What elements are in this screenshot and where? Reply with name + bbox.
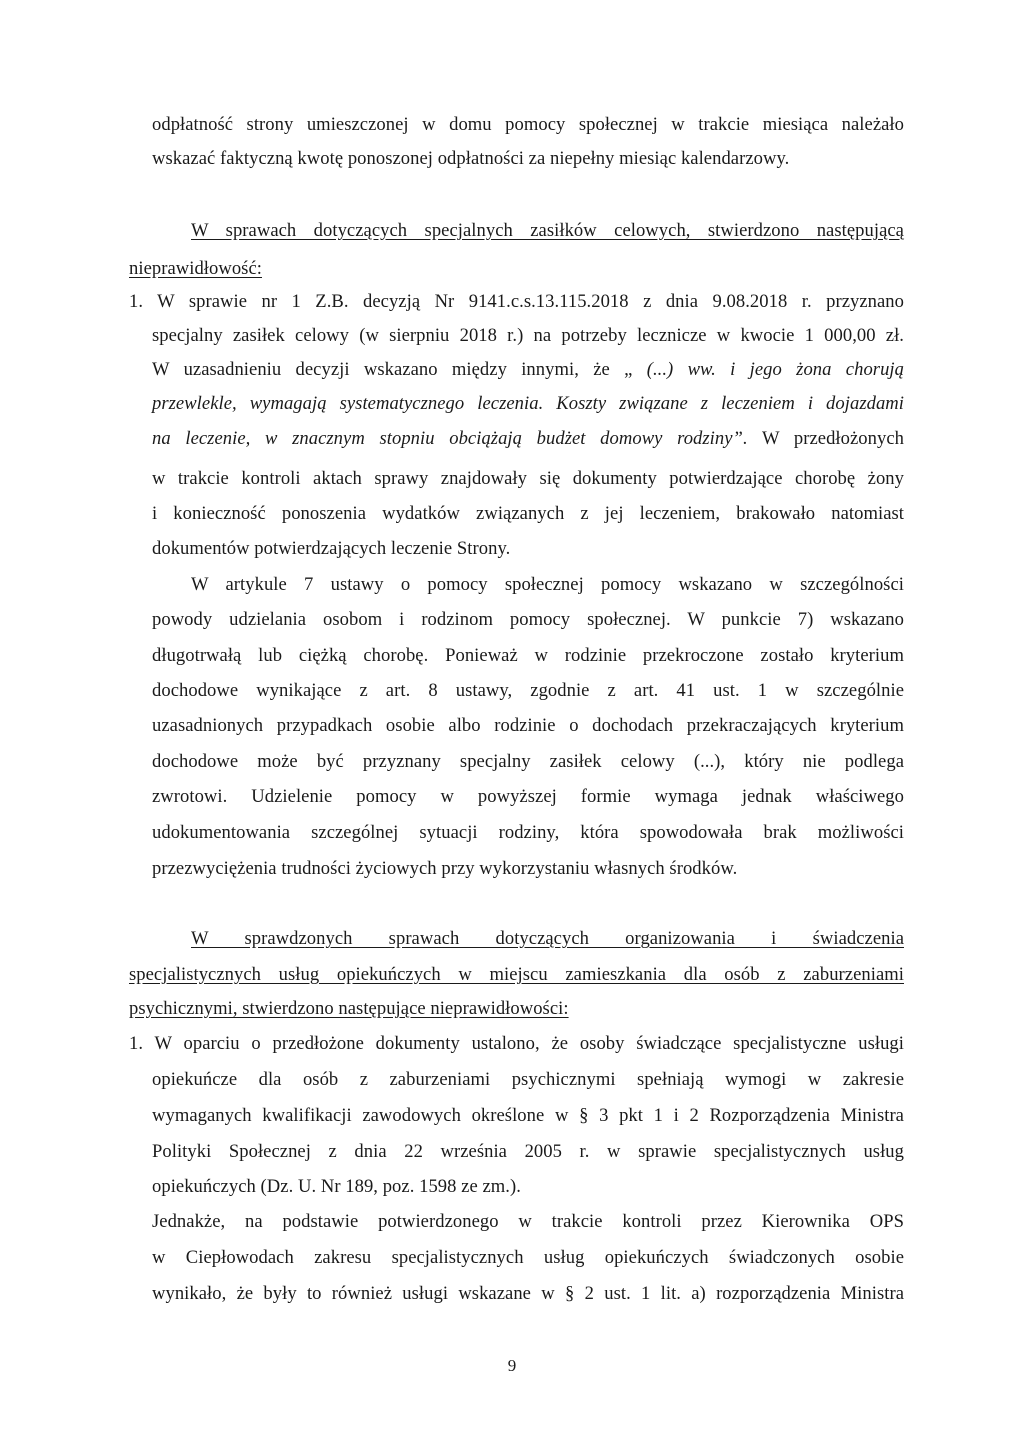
section-heading: specjalistycznych usług opiekuńczych w miejscu zamieszkania dla osób z zaburzeniami bbox=[129, 964, 904, 985]
quoted-text: na leczenie, w znacznym stopniu obciążają budżet domowy rodziny”. bbox=[152, 428, 748, 449]
paragraph-line: wymaganych kwalifikacji zawodowych określone w § 3 pkt 1 i 2 Rozporządzenia Ministra bbox=[152, 1105, 904, 1126]
list-item: 1. W oparciu o przedłożone dokumenty ustalono, że osoby świadczące specjalistyczne usługi bbox=[129, 1033, 904, 1054]
paragraph-line: i konieczność ponoszenia wydatków związanych z jej leczeniem, brakowało natomiast bbox=[152, 503, 904, 524]
paragraph-line: w trakcie kontroli aktach sprawy znajdowały się dokumenty potwierdzające chorobę żony bbox=[152, 468, 904, 489]
section-heading: psychicznymi, stwierdzono następujące nieprawidłowości: bbox=[129, 998, 569, 1019]
paragraph-line: specjalny zasiłek celowy (w sierpniu 2018 r.) na potrzeby lecznicze w kwocie 1 000,00 zł. bbox=[152, 325, 904, 346]
paragraph-line: W artykule 7 ustawy o pomocy społecznej pomocy wskazano w szczególności bbox=[191, 574, 904, 595]
paragraph-line: wynikało, że były to również usługi wskazane w § 2 ust. 1 lit. a) rozporządzenia Ministra bbox=[152, 1283, 904, 1304]
quoted-text: (...) ww. i jego żona chorują bbox=[646, 359, 904, 380]
paragraph-line: opiekuńczych (Dz. U. Nr 189, poz. 1598 ze zm.). bbox=[152, 1176, 521, 1197]
paragraph-line: dochodowe wynikające z art. 8 ustawy, zgodnie z art. 41 ust. 1 w szczególnie bbox=[152, 680, 904, 701]
page-number: 9 bbox=[507, 1356, 517, 1375]
paragraph-line: uzasadnionych przypadkach osobie albo rodzinie o dochodach przekraczających kryterium bbox=[152, 715, 904, 736]
paragraph-line: powody udzielania osobom i rodzinom pomocy społecznej. W punkcie 7) wskazano bbox=[152, 609, 904, 630]
paragraph-line: dochodowe może być przyznany specjalny zasiłek celowy (...), który nie podlega bbox=[152, 751, 904, 772]
paragraph-line bbox=[152, 358, 904, 382]
section-heading: W sprawach dotyczących specjalnych zasiłków celowych, stwierdzono następującą bbox=[191, 220, 904, 241]
text-run: W uzasadnieniu decyzji wskazano między innymi, że „ bbox=[152, 359, 647, 380]
paragraph-line: opiekuńcze dla osób z zaburzeniami psychicznymi spełniają wymogi w zakresie bbox=[152, 1069, 904, 1090]
paragraph-line: Polityki Społecznej z dnia 22 września 2005 r. w sprawie specjalistycznych usług bbox=[152, 1141, 904, 1162]
paragraph-line: w Ciepłowodach zakresu specjalistycznych usług opiekuńczych świadczonych osobie bbox=[152, 1247, 904, 1268]
paragraph-line: zwrotowi. Udzielenie pomocy w powyższej formie wymaga jednak właściwego bbox=[152, 786, 904, 807]
paragraph-line: przezwyciężenia trudności życiowych przy wykorzystaniu własnych środków. bbox=[152, 858, 738, 879]
section-heading: W sprawdzonych sprawach dotyczących organizowania i świadczenia bbox=[191, 928, 904, 949]
paragraph-line bbox=[152, 427, 904, 451]
section-heading: nieprawidłowość: bbox=[129, 258, 262, 279]
paragraph-line: odpłatność strony umieszczonej w domu pomocy społecznej w trakcie miesiąca należało bbox=[152, 114, 904, 135]
paragraph-line: długotrwałą lub ciężką chorobę. Ponieważ w rodzinie przekroczone zostało kryterium bbox=[152, 645, 904, 666]
paragraph-line: udokumentowania szczególnej sytuacji rodziny, która spowodowała brak możliwości bbox=[152, 822, 904, 843]
text-run: W przedłożonych bbox=[747, 428, 904, 449]
paragraph-line: dokumentów potwierdzających leczenie Strony. bbox=[152, 538, 511, 559]
paragraph-line: wskazać faktyczną kwotę ponoszonej odpłatności za niepełny miesiąc kalendarzowy. bbox=[152, 148, 790, 169]
quoted-text: przewlekle, wymagają systematycznego leczenia. Koszty związane z leczeniem i dojazdami bbox=[152, 393, 904, 414]
list-item: 1. W sprawie nr 1 Z.B. decyzją Nr 9141.c.s.13.115.2018 z dnia 9.08.2018 r. przyznano bbox=[129, 291, 904, 312]
paragraph-line: Jednakże, na podstawie potwierdzonego w trakcie kontroli przez Kierownika OPS bbox=[152, 1211, 904, 1232]
